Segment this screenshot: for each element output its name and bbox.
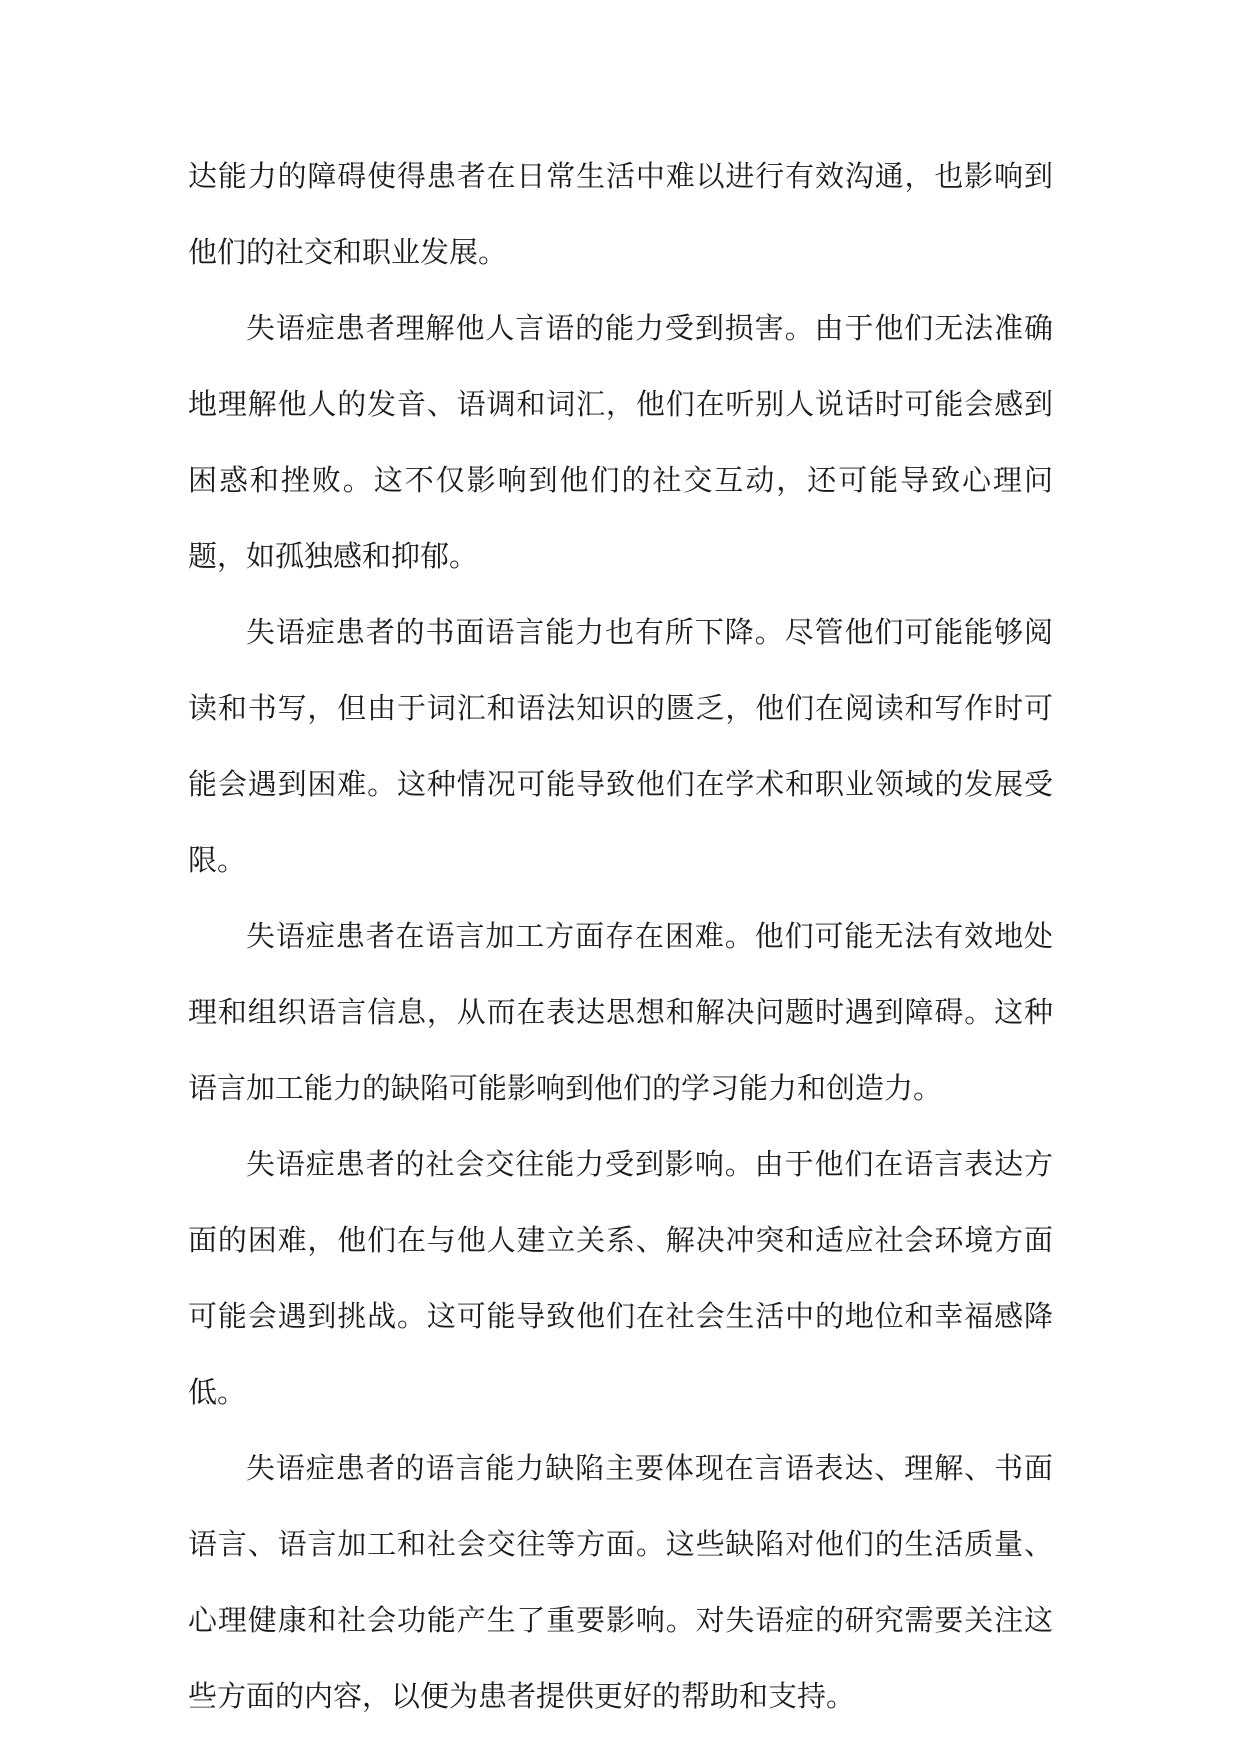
paragraph-continued: 达能力的障碍使得患者在日常生活中难以进行有效沟通，也影响到他们的社交和职业发展。 (188, 159, 1053, 269)
document-body (188, 138, 1053, 1734)
paragraph-comprehension: 失语症患者理解他人言语的能力受到损害。由于他们无法准确地理解他人的发音、语调和词汇，他们在听别人说话时可能会感到困惑和挫败。这不仅影响到他们的社交互动，还可能导致心理问题，如孤独感和抑郁。 (188, 311, 1053, 573)
paragraph-social-interaction: 失语症患者的社会交往能力受到影响。由于他们在语言表达方面的困难，他们在与他人建立关系、解决冲突和适应社会环境方面可能会遇到挑战。这可能导致他们在社会生活中的地位和幸福感降低。 (188, 1147, 1053, 1409)
paragraph-summary: 失语症患者的语言能力缺陷主要体现在言语表达、理解、书面语言、语言加工和社会交往等方面。这些缺陷对他们的生活质量、心理健康和社会功能产生了重要影响。对失语症的研究需要关注这些方面的内容，以便为患者提供更好的帮助和支持。 (188, 1451, 1053, 1713)
paragraph-written-language: 失语症患者的书面语言能力也有所下降。尽管他们可能能够阅读和书写，但由于词汇和语法知识的匮乏，他们在阅读和写作时可能会遇到困难。这种情况可能导致他们在学术和职业领域的发展受限。 (188, 615, 1053, 877)
paragraph-language-processing: 失语症患者在语言加工方面存在困难。他们可能无法有效地处理和组织语言信息，从而在表达思想和解决问题时遇到障碍。这种语言加工能力的缺陷可能影响到他们的学习能力和创造力。 (188, 919, 1053, 1105)
